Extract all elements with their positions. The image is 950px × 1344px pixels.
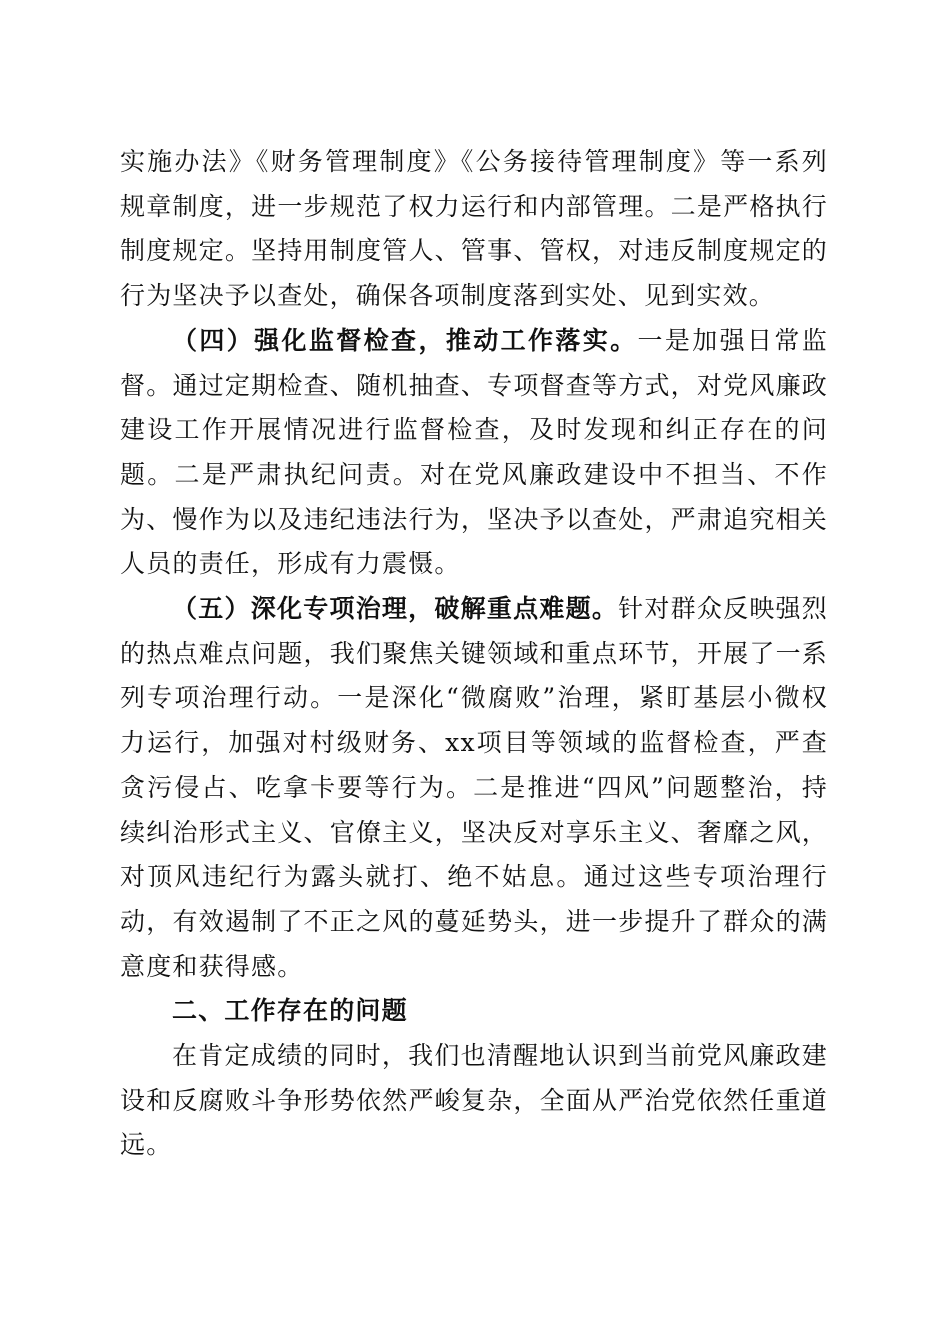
paragraph-problems-intro xyxy=(120,1034,828,1168)
paragraph-lead-heading: （五）深化专项治理，破解重点难题。 xyxy=(172,594,619,624)
paragraph-special-governance xyxy=(120,587,828,989)
paragraph-lead-heading: （四）强化监督检查，推动工作落实。 xyxy=(172,325,638,355)
paragraph-text: 实施办法》《财务管理制度》《公务接待管理制度》等一系列规章制度，进一步规范了权力运行和内部管理。二是严格执行制度规定。坚持用制度管人、管事、管权，对违反制度规定的行为坚决予以查处，确保各项制度落到实处、见到实效。 xyxy=(120,147,828,311)
paragraph-text: 针对群众反映强烈的热点难点问题，我们聚焦关键领域和重点环节，开展了一系列专项治理行动。一是深化“微腐败”治理，紧盯基层小微权力运行，加强对村级财务、xx项目等领域的监督检查，严查贪污侵占、吃拿卡要等行为。二是推进“四风”问题整治，持续纠治形式主义、官僚主义，坚决反对享乐主义、奢靡之风，对顶风违纪行为露头就打、绝不姑息。通过这些专项治理行动，有效遏制了不正之风的蔓延势头，进一步提升了群众的满意度和获得感。 xyxy=(120,594,828,981)
paragraph-text: 在肯定成绩的同时，我们也清醒地认识到当前党风廉政建设和反腐败斗争形势依然严峻复杂，全面从严治党依然任重道远。 xyxy=(120,1041,828,1160)
paragraph-text: 一是加强日常监督。通过定期检查、随机抽查、专项督查等方式，对党风廉政建设工作开展情况进行监督检查，及时发现和纠正存在的问题。二是严肃执纪问责。对在党风廉政建设中不担当、不作为、慢作为以及违纪违法行为，坚决予以查处，严肃追究相关人员的责任，形成有力震慑。 xyxy=(120,325,828,579)
paragraph-supervision xyxy=(120,319,828,587)
document-body xyxy=(120,140,828,1168)
paragraph-regulations xyxy=(120,140,828,319)
section-heading-problems: 二、工作存在的问题 xyxy=(172,996,408,1026)
